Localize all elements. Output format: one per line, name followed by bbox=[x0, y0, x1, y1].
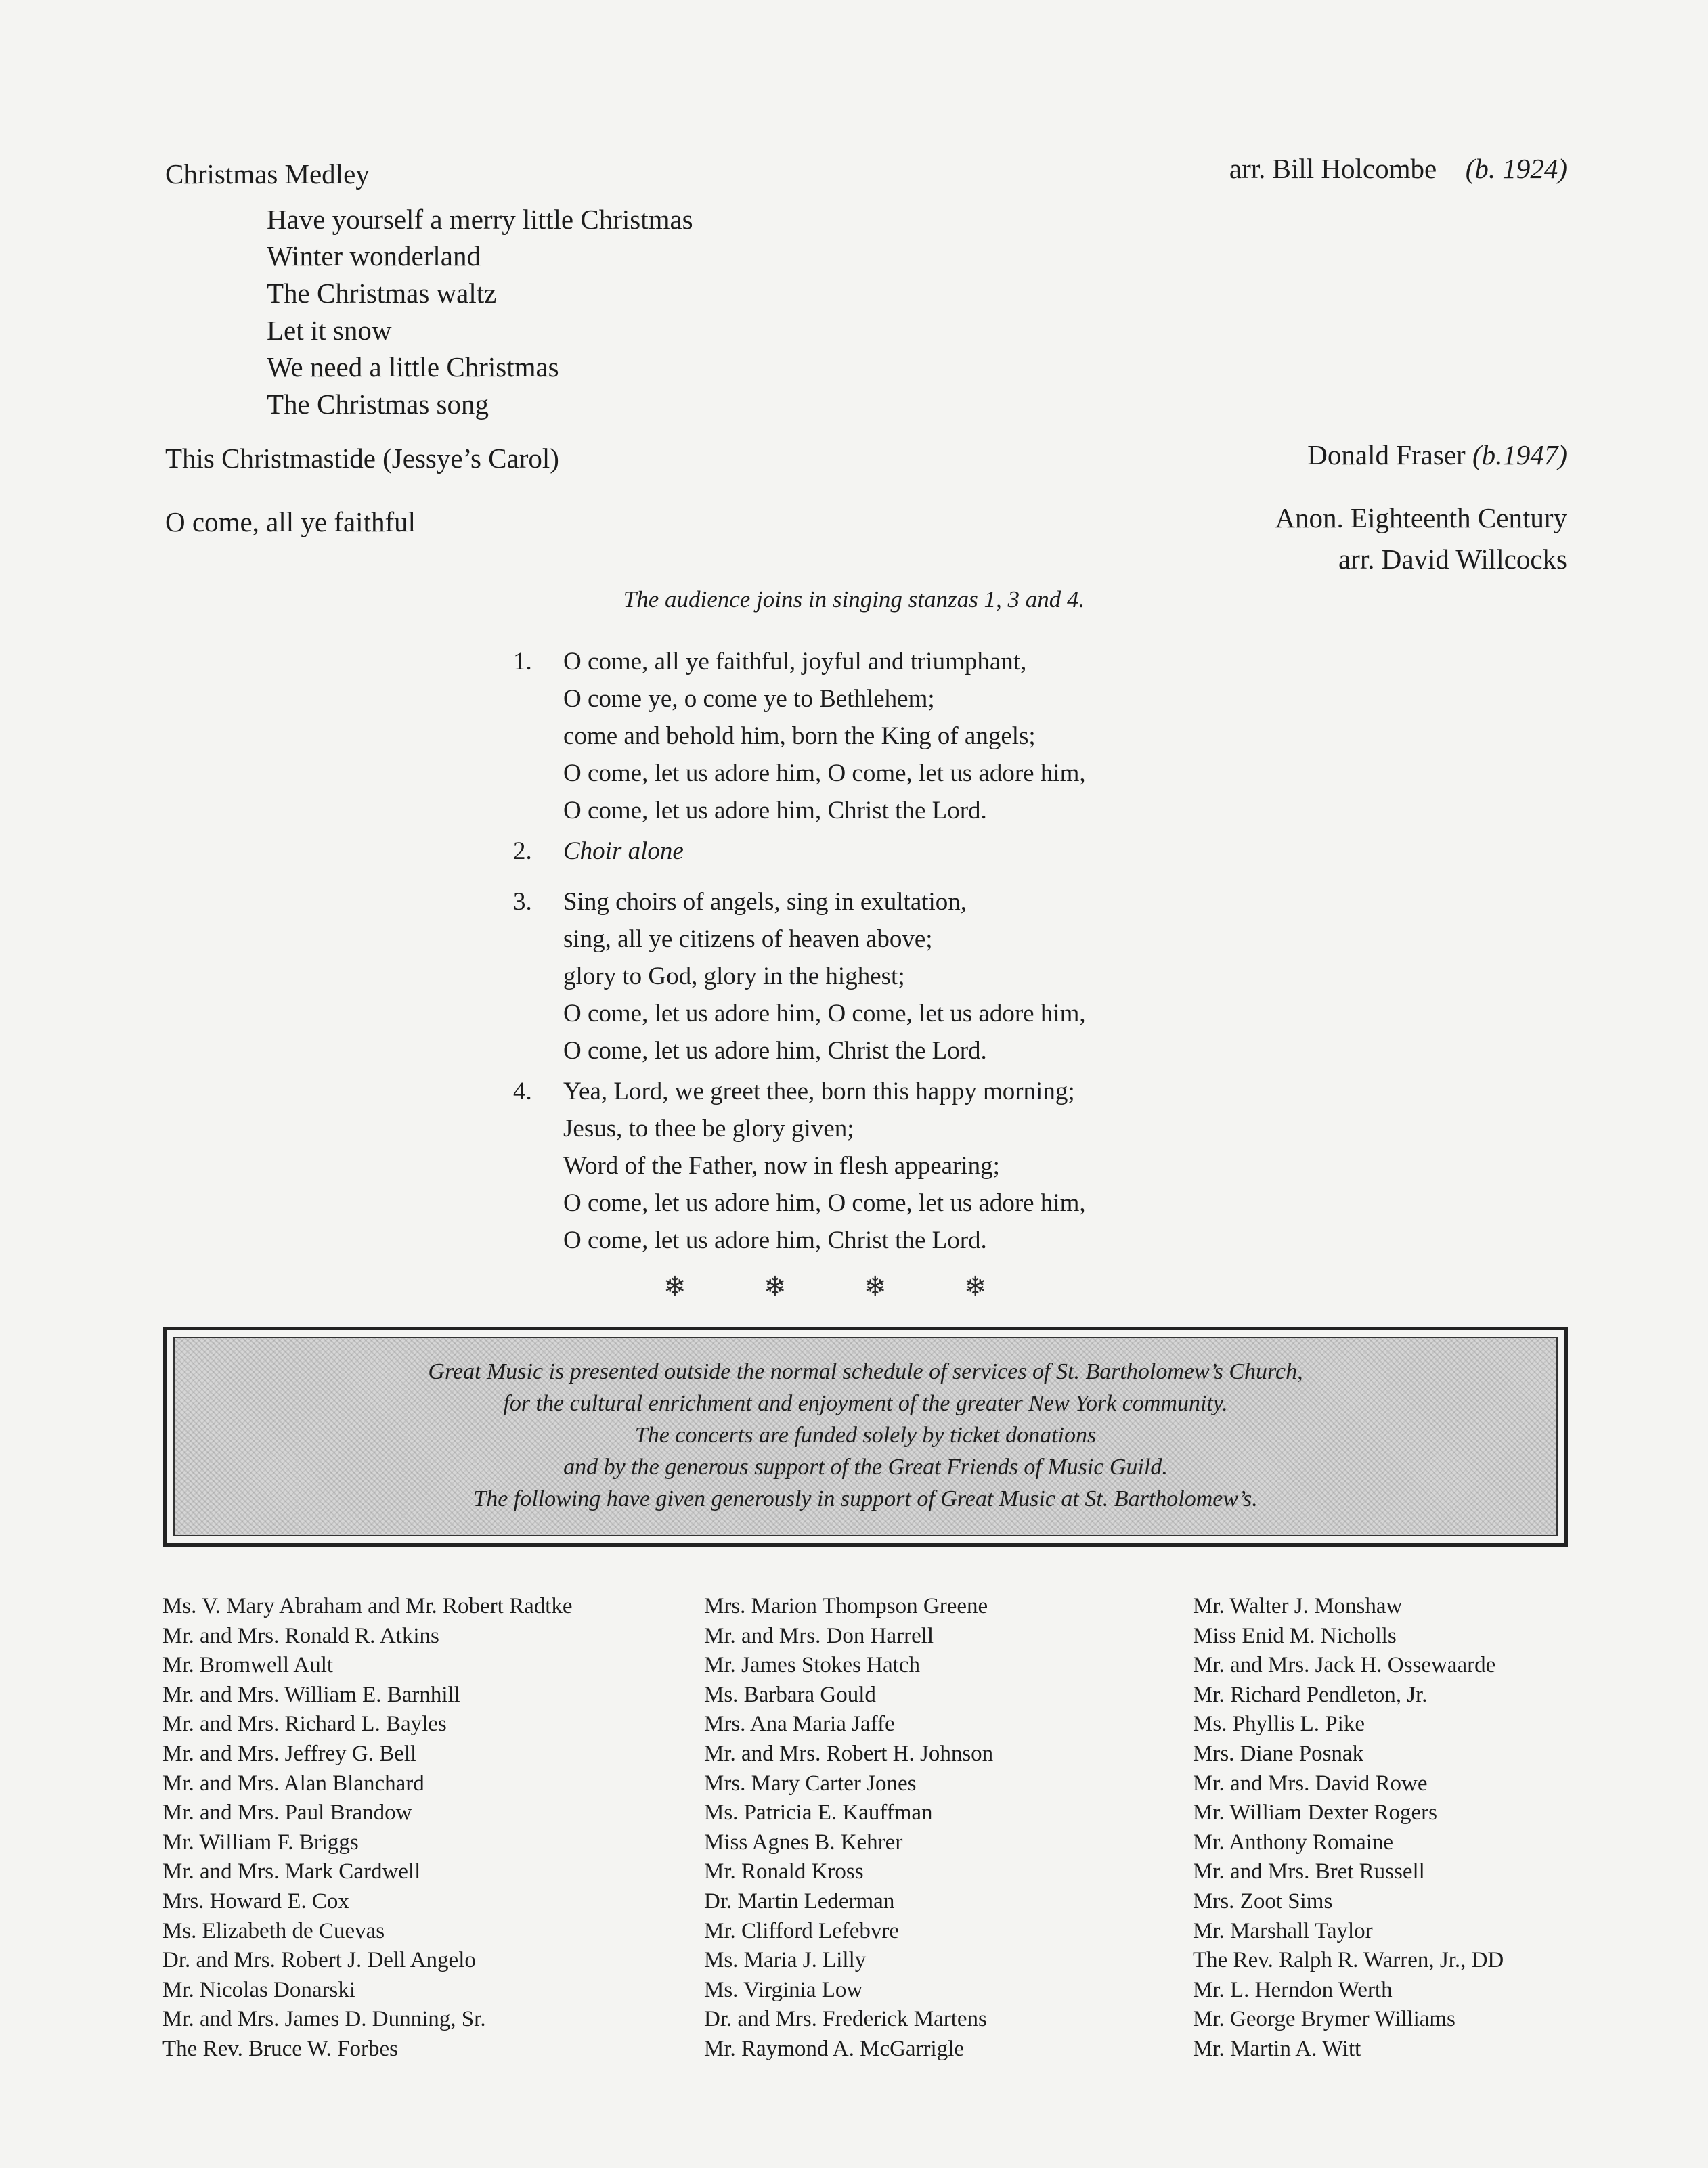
donor-list-column-2 bbox=[704, 1592, 993, 2064]
donor-name: Ms. Patricia E. Kauffman bbox=[704, 1800, 933, 1826]
notice-line: for the cultural enrichment and enjoyment of the greater New York community. bbox=[503, 1391, 1228, 1416]
donor-name: Dr. Martin Lederman bbox=[704, 1888, 895, 1913]
stanza-line: O come, let us adore him, O come, let us adore him, bbox=[563, 759, 1086, 787]
stanza-line: Jesus, to thee be glory given; bbox=[563, 1115, 854, 1143]
piece-credit-medley bbox=[1229, 150, 1567, 187]
stanza-line: Sing choirs of angels, sing in exultation, bbox=[563, 888, 967, 916]
donor-name: Miss Agnes B. Kehrer bbox=[704, 1830, 903, 1855]
donor-name: Mr. Richard Pendleton, Jr. bbox=[1193, 1682, 1428, 1707]
stanza-number: 3. bbox=[513, 888, 532, 916]
donor-name: Mr. and Mrs. Ronald R. Atkins bbox=[162, 1623, 439, 1648]
donor-name: Mr. and Mrs. Don Harrell bbox=[704, 1623, 934, 1648]
donor-name: Mr. and Mrs. David Rowe bbox=[1193, 1771, 1428, 1796]
stanza-number: 1. bbox=[513, 648, 532, 676]
donor-name: Ms. Elizabeth de Cuevas bbox=[162, 1918, 385, 1943]
donor-list-column-1 bbox=[162, 1592, 573, 2064]
stanza-line: sing, all ye citizens of heaven above; bbox=[563, 925, 933, 953]
donor-name: Mr. and Mrs. Jack H. Ossewaarde bbox=[1193, 1653, 1496, 1678]
piece-credit-christmastide bbox=[1307, 437, 1567, 473]
donor-name: Mrs. Mary Carter Jones bbox=[704, 1771, 917, 1796]
donor-name: Mr. Anthony Romaine bbox=[1193, 1830, 1394, 1855]
donor-list-column-3 bbox=[1193, 1592, 1504, 2064]
stanza-line: glory to God, glory in the highest; bbox=[563, 963, 905, 990]
donor-name: Mr. Bromwell Ault bbox=[162, 1653, 334, 1678]
donor-name: Mr. and Mrs. James D. Dunning, Sr. bbox=[162, 2007, 486, 2032]
snowflake-separator bbox=[0, 1270, 1708, 1304]
stanza-line: Word of the Father, now in flesh appearing; bbox=[563, 1152, 1000, 1180]
donor-name: Ms. Virginia Low bbox=[704, 1977, 863, 2002]
donor-name: Dr. and Mrs. Robert J. Dell Angelo bbox=[162, 1948, 476, 1973]
audience-note: The audience joins in singing stanzas 1, 3 and 4. bbox=[623, 586, 1085, 613]
donor-name: Mr. L. Herndon Werth bbox=[1193, 1977, 1393, 2002]
donor-name: Mrs. Ana Maria Jaffe bbox=[704, 1712, 895, 1737]
donor-name: Mr. and Mrs. Alan Blanchard bbox=[162, 1771, 424, 1796]
donor-name: Mr. and Mrs. William E. Barnhill bbox=[162, 1682, 460, 1707]
donor-name: Mr. James Stokes Hatch bbox=[704, 1653, 920, 1678]
donor-name: Miss Enid M. Nicholls bbox=[1193, 1623, 1397, 1648]
stanza-line: O come, let us adore him, O come, let us adore him, bbox=[563, 1000, 1086, 1027]
notice-box bbox=[163, 1327, 1568, 1547]
medley-song: Have yourself a merry little Christmas bbox=[267, 204, 693, 235]
donor-name: Ms. Phyllis L. Pike bbox=[1193, 1712, 1365, 1737]
notice-line: The concerts are funded solely by ticket donations bbox=[634, 1423, 1097, 1448]
donor-name: Mrs. Diane Posnak bbox=[1193, 1741, 1364, 1766]
stanza-line: O come, let us adore him, O come, let us adore him, bbox=[563, 1189, 1086, 1217]
piece-title-christmastide: This Christmastide (Jessye’s Carol) bbox=[165, 443, 559, 474]
stanza-line: O come ye, o come ye to Bethlehem; bbox=[563, 685, 935, 713]
medley-song: Winter wonderland bbox=[267, 240, 481, 271]
piece-credit-o-come: Anon. Eighteenth Century bbox=[1275, 502, 1567, 533]
donor-name: Mr. Ronald Kross bbox=[704, 1859, 864, 1884]
donor-name: Mrs. Howard E. Cox bbox=[162, 1888, 349, 1913]
stanza-line: Yea, Lord, we greet thee, born this happy morning; bbox=[563, 1078, 1075, 1105]
medley-song: Let it snow bbox=[267, 315, 392, 346]
stanza-line: O come, let us adore him, Christ the Lord. bbox=[563, 797, 987, 824]
donor-name: Mr. Walter J. Monshaw bbox=[1193, 1594, 1403, 1618]
donor-name: Mr. and Mrs. Paul Brandow bbox=[162, 1800, 412, 1826]
stanza-line: come and behold him, born the King of angels; bbox=[563, 722, 1036, 750]
donor-name: Mr. Clifford Lefebvre bbox=[704, 1918, 900, 1943]
stanza-line: O come, let us adore him, Christ the Lord. bbox=[563, 1226, 987, 1254]
donor-name: Dr. and Mrs. Frederick Martens bbox=[704, 2007, 987, 2032]
snowflake-icon: ❄ bbox=[663, 1271, 686, 1302]
medley-song: We need a little Christmas bbox=[267, 351, 559, 382]
piece-title-medley: Christmas Medley bbox=[165, 158, 370, 190]
medley-song: The Christmas song bbox=[267, 389, 489, 420]
credit-name: Donald Fraser bbox=[1307, 439, 1466, 470]
donor-name: Ms. Barbara Gould bbox=[704, 1682, 876, 1707]
donor-name: Mr. William F. Briggs bbox=[162, 1830, 359, 1855]
stanza-number: 4. bbox=[513, 1078, 532, 1105]
donor-name: Mr. and Mrs. Mark Cardwell bbox=[162, 1859, 421, 1884]
snowflake-icon: ❄ bbox=[864, 1271, 887, 1302]
donor-name: Mrs. Zoot Sims bbox=[1193, 1888, 1333, 1913]
stanza-line: Choir alone bbox=[563, 837, 684, 865]
snowflake-icon: ❄ bbox=[964, 1271, 987, 1302]
donor-name: Mr. and Mrs. Jeffrey G. Bell bbox=[162, 1741, 417, 1766]
donor-name: Mr. and Mrs. Richard L. Bayles bbox=[162, 1712, 447, 1737]
donor-name: Mr. George Brymer Williams bbox=[1193, 2007, 1455, 2032]
credit-dates: (b. 1924) bbox=[1465, 153, 1567, 184]
stanza-number: 2. bbox=[513, 837, 532, 865]
donor-name: The Rev. Ralph R. Warren, Jr., DD bbox=[1193, 1948, 1504, 1973]
notice-line: Great Music is presented outside the normal schedule of services of St. Bartholomew’s Church, bbox=[428, 1359, 1303, 1384]
donor-name: Mr. Nicolas Donarski bbox=[162, 1977, 356, 2002]
donor-name: Ms. Maria J. Lilly bbox=[704, 1948, 867, 1973]
notice-line: and by the generous support of the Great Friends of Music Guild. bbox=[563, 1455, 1168, 1480]
snowflake-icon: ❄ bbox=[764, 1271, 787, 1302]
donor-name: Mr. and Mrs. Bret Russell bbox=[1193, 1859, 1425, 1884]
credit-name: arr. Bill Holcombe bbox=[1229, 153, 1437, 184]
medley-song: The Christmas waltz bbox=[267, 278, 497, 309]
donor-name: Mrs. Marion Thompson Greene bbox=[704, 1594, 988, 1618]
donor-name: Mr. Raymond A. McGarrigle bbox=[704, 2036, 965, 2061]
piece-arranger-o-come: arr. David Willcocks bbox=[1338, 544, 1567, 575]
stanza-line: O come, all ye faithful, joyful and triumphant, bbox=[563, 648, 1027, 676]
donor-name: Mr. and Mrs. Robert H. Johnson bbox=[704, 1741, 994, 1766]
piece-title-o-come: O come, all ye faithful bbox=[165, 506, 416, 537]
credit-dates: (b.1947) bbox=[1472, 439, 1567, 470]
notice-line: The following have given generously in support of Great Music at St. Bartholomew’s. bbox=[473, 1486, 1258, 1511]
donor-name: Ms. V. Mary Abraham and Mr. Robert Radtke bbox=[162, 1594, 573, 1618]
donor-name: The Rev. Bruce W. Forbes bbox=[162, 2036, 398, 2061]
donor-name: Mr. William Dexter Rogers bbox=[1193, 1800, 1438, 1826]
donor-name: Mr. Martin A. Witt bbox=[1193, 2036, 1361, 2061]
notice-box-inner bbox=[173, 1337, 1558, 1536]
donor-name: Mr. Marshall Taylor bbox=[1193, 1918, 1373, 1943]
stanza-line: O come, let us adore him, Christ the Lord. bbox=[563, 1037, 987, 1065]
